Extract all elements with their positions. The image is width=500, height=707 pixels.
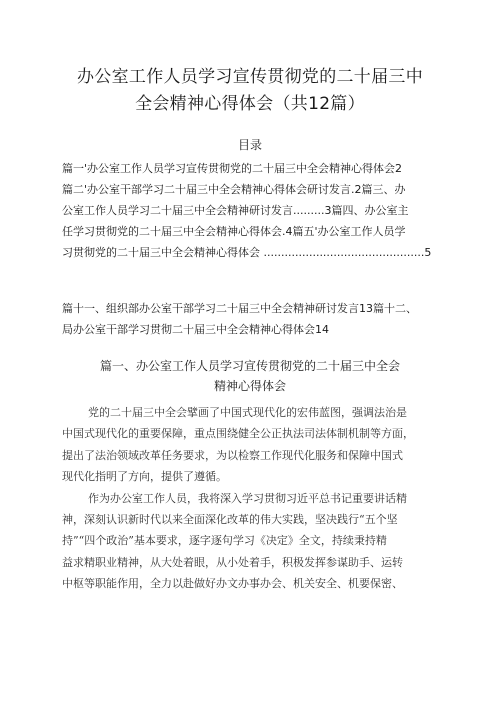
paragraph-line: 作为办公室工作人员，我将深入学习贯彻习近平总书记重要讲话精: [88, 491, 407, 505]
section-title-line-1: 篇一、办公室工作人员学习宣传贯彻党的二十届三中全会: [99, 359, 400, 373]
section-title-line-2: 精神心得体会: [213, 379, 286, 393]
body-text: [62, 402, 442, 595]
document-title: [0, 64, 500, 118]
toc-line[interactable]: 任学习贯彻党的二十届三中全会精神心得体会.4篇五'办公室工作人员学: [62, 225, 406, 238]
toc-line[interactable]: 公室工作人员学习二十届三中全会精神研讨发言.........3篇四、办公室主: [62, 204, 409, 217]
paragraph-line: 益求精职业精神，从大处着眼，从小处着手，积极发挥参谋助手、运转: [62, 555, 403, 569]
paragraph-line: 中国式现代化的重要保障，重点围绕健全公正执法司法体制机制等方面，: [62, 427, 414, 441]
paragraph-line: 提出了法治领域改革任务要求，为以检察工作现代化服务和保障中国式: [62, 448, 403, 462]
toc-line[interactable]: 篇二'办公室干部学习二十届三中全会精神心得体会研讨发言.2篇三、办: [62, 183, 406, 196]
paragraph-line: 神，深刻认识新时代以来全面深化改革的伟大实践，坚决践行“五个坚: [62, 513, 398, 527]
title-line-1: 办公室工作人员学习宣传贯彻党的二十届三中: [77, 67, 423, 87]
table-of-contents-continued: [62, 298, 442, 340]
paragraph-line: 党的二十届三中全会擘画了中国式现代化的宏伟蓝图，强调法治是: [88, 406, 407, 419]
paragraph-line: 中枢等职能作用，全力以赴做好办文办事办会、机关安全、机要保密、: [62, 577, 403, 591]
toc-line[interactable]: 习贯彻党的二十届三中全会精神心得体会 ..............................................5: [62, 246, 432, 259]
paragraph-line: 现代化指明了方向，提供了遵循。: [62, 470, 227, 484]
toc-heading: 目录: [237, 138, 262, 152]
title-line-2: 全会精神心得体会（共12篇）: [135, 94, 365, 114]
toc-line[interactable]: 篇十一、组织部办公室干部学习二十届三中全会精神研讨发言13篇十二、: [62, 302, 417, 315]
table-of-contents: [62, 158, 442, 263]
toc-line[interactable]: 篇一'办公室工作人员学习宣传贯彻党的二十届三中全会精神心得体会2: [62, 162, 403, 175]
toc-line[interactable]: 局办公室干部学习贯彻二十届三中全会精神心得体会14: [62, 323, 329, 336]
paragraph-line: 持”“四个政治”基本要求，逐字逐句学习《决定》全文，持续秉持精: [62, 534, 387, 548]
section-title: [0, 356, 500, 396]
